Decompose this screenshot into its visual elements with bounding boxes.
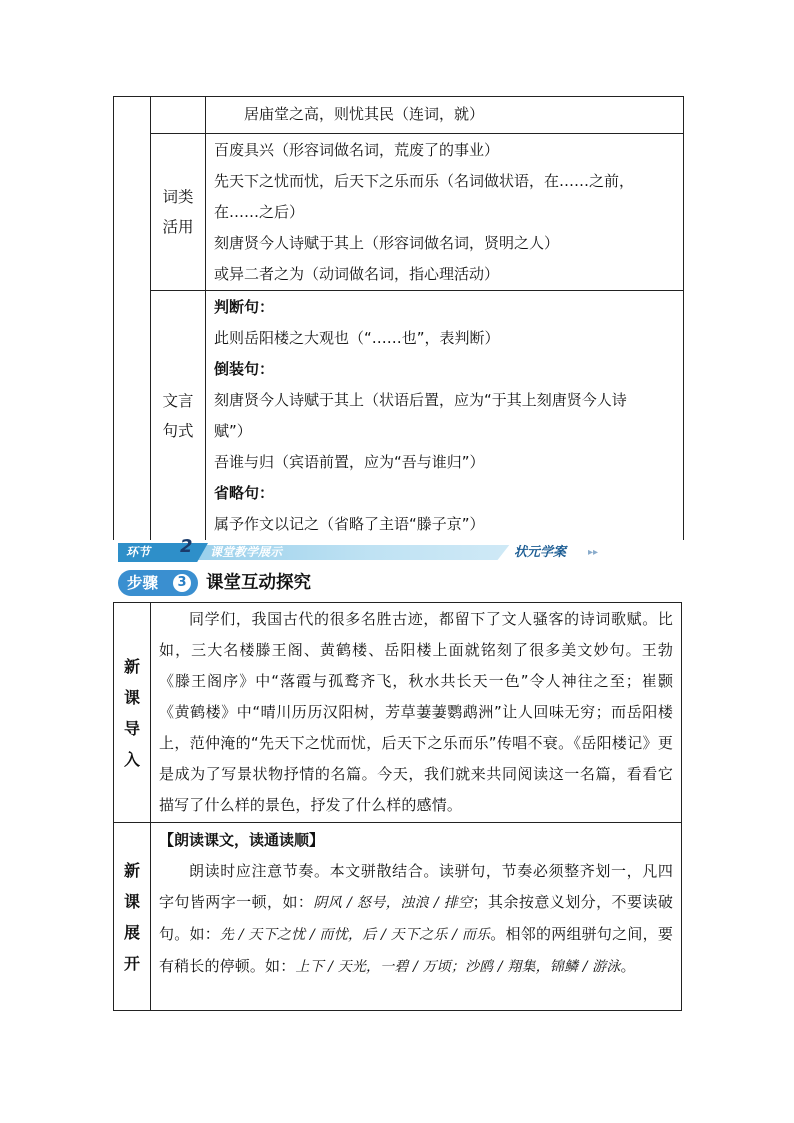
zhankai-heading: 【朗读课文，读通读顺】 (159, 831, 325, 849)
daoru-paragraph: 同学们，我国古代的很多名胜古迹，都留下了文人骚客的诗词歌赋。比如，三大名楼滕王阁、黄鹤楼、岳阳楼上面就铭刻了很多美文妙句。王勃《滕王阁序》中“落霞与孤鹜齐飞，秋水共长天一色”令人神往之至；崔颢《黄鹤楼》中“晴川历历汉阳树，芳草萋萋鹦鹉洲”让人回味无穷；而岳阳楼上，范仲淹的“先天下之忧而忧，后天下之乐而乐”传唱不衰。《岳阳楼记》更是成为了写景状物抒情的名篇。今天，我们就来共同阅读这一名篇，看看它描写了什么样的景色，抒发了什么样的感情。 (159, 610, 673, 814)
step-number-badge: 3 (173, 574, 191, 592)
cilei-content (206, 135, 683, 290)
zhankai-label-char: 开 (123, 954, 140, 973)
cilei-line-3: 在……之后） (214, 203, 305, 221)
blank-label-cell (151, 97, 206, 133)
top-row-text: 居庙堂之高，则忧其民（连词，就） (244, 105, 485, 123)
step-pill (118, 570, 198, 596)
row-divider (151, 133, 683, 134)
daoru-label-cell (114, 603, 150, 822)
zhankai-label-char: 课 (123, 892, 140, 911)
banner-brand: 状元学案 (514, 545, 567, 560)
cilei-line-4: 刻唐贤今人诗赋于其上（形容词做名词，贤明之人） (214, 234, 560, 252)
panduan-heading: 判断句： (214, 298, 275, 316)
rhythm-example-1: 阴风 / 怒号，浊浪 / 排空 (313, 895, 473, 911)
zhankai-text-a: 朗读时应注意节奏。本文骈散结合。读骈句，节奏必须整齐划一，凡四字句皆两字一顿，如： (159, 862, 673, 911)
cilei-line-5: 或异二者之为（动词做名词，指心理活动） (214, 265, 500, 283)
zhankai-paragraph (159, 856, 673, 983)
daoru-label-char: 入 (123, 749, 140, 769)
row-divider (151, 290, 683, 291)
daoru-label-char: 导 (123, 718, 140, 738)
banner-title: 课堂教学展示 (210, 545, 283, 559)
zhankai-text-b: ；其余按意义划分，不要读破句。如： (159, 893, 673, 943)
daozhuang-heading: 倒装句： (214, 360, 275, 378)
step-title: 课堂互动探究 (206, 573, 311, 593)
zhankai-text-c: 。相邻的两组骈句之间，要有稍长的停顿。如： (159, 925, 673, 975)
cilei-label-cell (151, 134, 206, 290)
panduan-line: 此则岳阳楼之大观也（“……也”，表判断） (214, 329, 500, 347)
rhythm-example-2: 先 / 天下之忧 / 而忧，后 / 天下之乐 / 而乐 (219, 927, 491, 943)
cilei-line-2: 先天下之忧而忧，后天下之乐而乐（名词做状语，在……之前， (214, 172, 635, 190)
cilei-label: 词类活用 (162, 188, 194, 236)
wenyan-label-cell (151, 291, 206, 540)
daoru-label-char: 课 (123, 687, 140, 707)
step-word: 步骤 (127, 574, 159, 592)
shenglue-heading: 省略句： (214, 484, 275, 502)
rhythm-example-3: 上下 / 天光，一碧 / 万顷；沙鸥 / 翔集，锦鳞 / 游泳 (295, 959, 621, 975)
zhankai-label-char: 展 (123, 923, 140, 942)
zhankai-content (151, 825, 681, 983)
double-arrow-icon: ▸▸ (588, 547, 599, 558)
daozhuang-line-2: 赋”） (214, 422, 252, 440)
daoru-content (151, 604, 681, 821)
outer-label-column (114, 97, 151, 540)
zhankai-label-cell (114, 823, 150, 1011)
wenyan-content (206, 292, 683, 540)
zhankai-text-d: 。 (620, 957, 636, 975)
daozhuang-line-1: 刻唐贤今人诗赋于其上（状语后置，应为“于其上刻唐贤今人诗 (214, 391, 627, 409)
vocab-table (113, 96, 684, 540)
section-banner (118, 536, 682, 562)
wenyan-label: 文言句式 (162, 391, 194, 440)
cilei-line-1: 百废具兴（形容词做名词，荒废了的事业） (214, 141, 500, 159)
daozhuang-line-3: 吾谁与归（宾语前置，应为“吾与谁归”） (214, 453, 485, 471)
daoru-label-char: 新 (123, 656, 140, 676)
top-row-cell (206, 99, 683, 130)
lesson-table (113, 602, 682, 1011)
zhankai-label-char: 新 (123, 861, 140, 880)
banner-huanjie: 环节 (126, 545, 151, 559)
banner-number: 2 (180, 536, 193, 557)
shenglue-line: 属予作文以记之（省略了主语“滕子京”） (214, 515, 485, 533)
row-divider (114, 822, 681, 823)
